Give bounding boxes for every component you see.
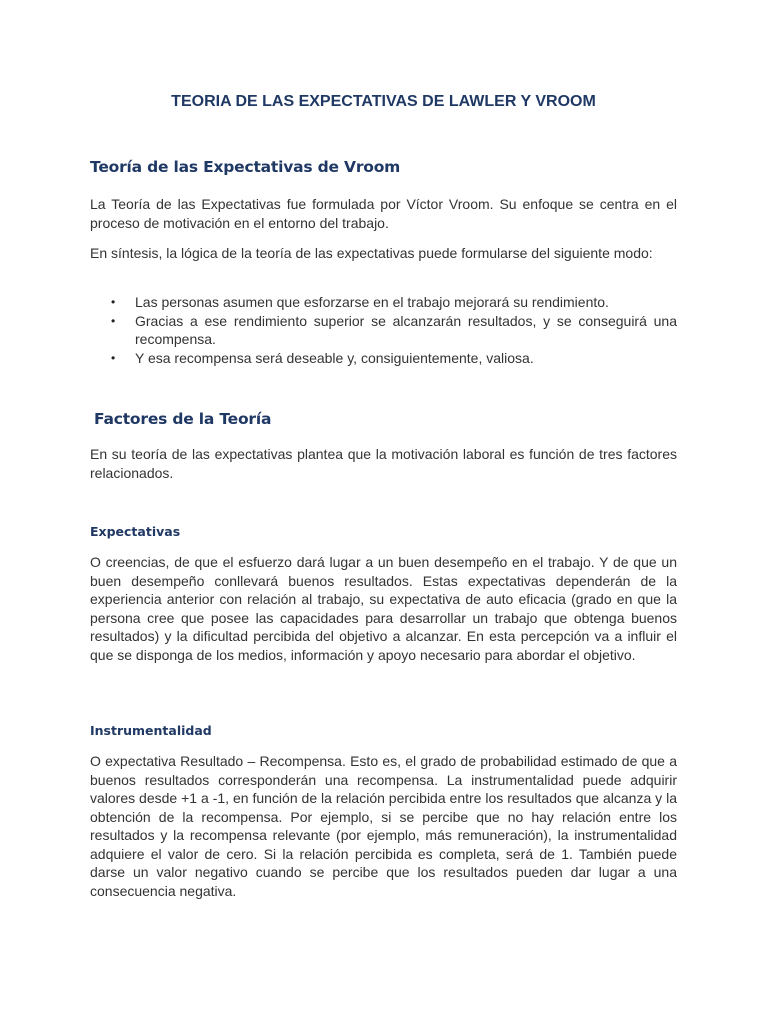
document-title: TEORIA DE LAS EXPECTATIVAS DE LAWLER Y VROOM bbox=[171, 93, 596, 110]
list-item-text: Las personas asumen que esforzarse en el trabajo mejorará su rendimiento. bbox=[135, 294, 609, 310]
paragraph-vroom-logic: En síntesis, la lógica de la teoría de las expectativas puede formularse del siguiente modo: bbox=[90, 245, 653, 261]
paragraph-instrumentalidad: O expectativa Resultado – Recompensa. Esto es, el grado de probabilidad estimado de que a buenos resultados corresponderán una recompensa. La instrumentalidad puede adquirir valores desde +1 a -1, en función de la relación percibida entre los resultados que alcanza y la obtención de la recompensa. Por ejemplo, si se percibe que no hay relación entre los resultados y la recompensa relevante (por ejemplo, más remuneración), la instrumentalidad adquiere el valor de cero. Si la relación percibida es completa, será de 1. También puede darse un valor negativo cuando se percibe que los resultados pueden dar lugar a una consecuencia negativa. bbox=[90, 753, 677, 899]
list-item bbox=[90, 293, 677, 312]
subheading-expectativas: Expectativas bbox=[90, 524, 181, 539]
list-item-text: Y esa recompensa será deseable y, consiguientemente, valiosa. bbox=[135, 349, 534, 366]
list-item bbox=[90, 349, 677, 368]
paragraph-vroom-intro: La Teoría de las Expectativas fue formulada por Víctor Vroom. Su enfoque se centra en el proceso de motivación en el entorno del trabajo. bbox=[90, 196, 677, 231]
bullet-list bbox=[90, 293, 677, 367]
bullet-icon: • bbox=[111, 313, 116, 328]
bullet-icon: • bbox=[111, 295, 116, 309]
section-heading-factores: Factores de la Teoría bbox=[94, 410, 272, 428]
bullet-icon: • bbox=[111, 350, 116, 365]
list-item bbox=[90, 312, 677, 349]
section-heading-vroom: Teoría de las Expectativas de Vroom bbox=[90, 158, 401, 176]
paragraph-expectativas: O creencias, de que el esfuerzo dará lugar a un buen desempeño en el trabajo. Y de que un buen desempeño conllevará buenos resultados. Estas expectativas dependerán de la experiencia anterior con relación al trabajo, su expectativa de auto eficacia (grado en que la persona cree que posee las capacidades para desarrollar un trabajo que obtenga buenos resultados) y la dificultad percibida del objetivo a alcanzar. En esta percepción va a influir el que se disponga de los medios, información y apoyo necesario para abordar el objetivo. bbox=[90, 554, 677, 663]
list-item-text: Gracias a ese rendimiento superior se alcanzarán resultados, y se conseguirá una recompensa. bbox=[135, 312, 677, 347]
subheading-instrumentalidad: Instrumentalidad bbox=[90, 723, 212, 738]
paragraph-factores: En su teoría de las expectativas plantea que la motivación laboral es función de tres factores relacionados. bbox=[90, 446, 677, 481]
